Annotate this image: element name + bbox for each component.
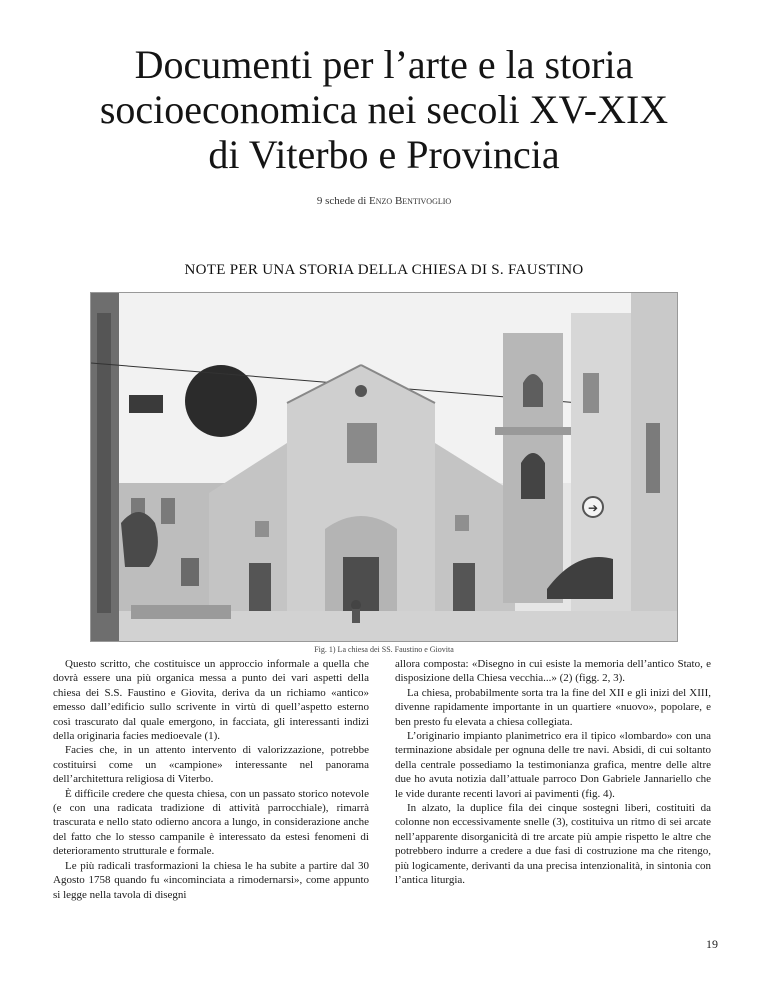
paragraph: La chiesa, probabilmente sorta tra la fine del XII e gli inizi del XIII, divenne rapidamente importante in un quartiere «nuovo», popolare, e ben presto fu elevata a chiesa collegiata. — [395, 686, 711, 728]
paragraph: Questo scritto, che costituisce un approccio informale a quella che dovrà essere una più organica messa a punto dei vari aspetti della chiesa dei S.S. Faustino e Giovita, deriva da un richiamo «antico» emesso dall’edificio sullo scrivente in virtù di quell’aspetto esterno così trascurato dal quale emergono, in facciata, gli interessanti indizi della originaria facies medioevale (1). — [53, 658, 369, 743]
right-column — [395, 657, 711, 888]
paragraph: È difficile credere che questa chiesa, con un passato storico notevole (e con una radicata tradizione di attività parrocchiale), rimarrà trascurata e nello stato odierno ancora a lungo, in considerazione anche del fatto che lo stesso campanile è interessato da estesi fenomeni di deterioramento strutturale e formale. — [53, 787, 369, 858]
byline — [0, 195, 768, 207]
paragraph: Le più radicali trasformazioni la chiesa le ha subite a partire dal 30 Agosto 1758 quando fu «incominciata a rimodernarsi», come appunto si legge nella tavola di disegni — [53, 859, 369, 901]
title-line-1: Documenti per l’arte e la storia — [134, 42, 634, 87]
paragraph: Facies che, in un attento intervento di valorizzazione, potrebbe costituirsi come un «campione» interessante nel panorama dell’architettura religiosa di Viterbo. — [53, 744, 369, 786]
paragraph: allora composta: «Disegno in cui esiste la memoria dell’antico Stato, e disposizione della Chiesa vecchia...» (2) (figg. 2, 3). — [395, 658, 711, 685]
title-line-2: socioeconomica nei secoli XV-XIX — [99, 87, 669, 132]
figure-caption: Fig. 1) La chiesa dei SS. Faustino e Giovita — [314, 645, 454, 654]
left-column — [53, 657, 369, 902]
byline-prefix: 9 schede di — [316, 195, 367, 207]
sign-arrow-icon: ➔ — [587, 501, 599, 515]
byline-author: Enzo Bentivoglio — [369, 195, 452, 207]
article-title — [0, 42, 768, 177]
page-number: 19 — [706, 937, 718, 951]
title-line-3: di Viterbo e Provincia — [208, 132, 560, 177]
church-photo — [90, 292, 678, 642]
paragraph: In alzato, la duplice fila dei cinque sostegni liberi, costituiti da colonne non eccessivamente snelle (3), costituiva un ritmo di sei arcate nell’apparente disorganicità di tre arcate più ampie rispetto le altre che potrebbero indurre a credere a due fasi di costruzione ma che ritengo, più logicamente, derivanti da una precisa intenzionalità, in sintonia con l’antica liturgia. — [395, 802, 711, 887]
paragraph: L’originario impianto planimetrico era il tipico «lombardo» con una terminazione absidale per ognuna delle tre navi. Absidi, di cui soltanto della centrale possediamo la testimonianza grafica, mentre delle altre due ho avuta notizia dall’attuale parroco Don Gabriele Jannariello che le vide durante recenti lavori ai pavimenti (fig. 4). — [395, 730, 711, 800]
section-heading: NOTE PER UNA STORIA DELLA CHIESA DI S. FAUSTINO — [184, 262, 584, 278]
